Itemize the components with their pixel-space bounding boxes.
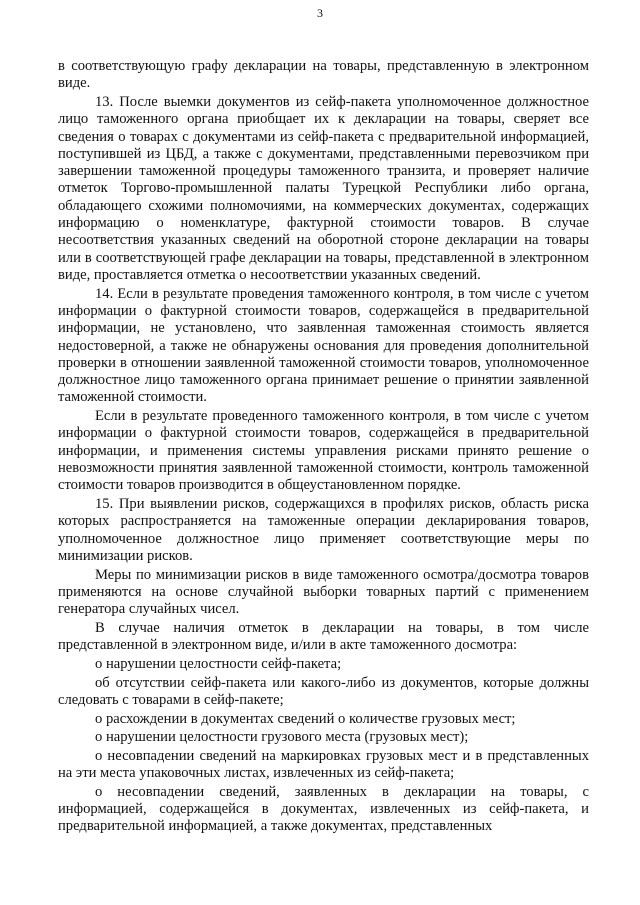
- list-item-marking-mismatch: о несовпадении сведений на маркировках грузовых мест и в представленных на эти места упаковочных листах, извлеченных из сейф-пакета;: [58, 747, 589, 782]
- paragraph-14-part-2: Если в результате проведенного таможенного контроля, в том числе с учетом информации о фактурной стоимости товаров, содержащейся в предварительной информации, и применения системы управления рисками принято решение о невозможности принятия заявленной таможенной стоимости, контроль таможенной стоимости товаров производится в общеустановленном порядке.: [58, 408, 589, 494]
- page-number: 3: [317, 6, 323, 20]
- paragraph-14: 14. Если в результате проведения таможенного контроля, в том числе с учетом информации о фактурной стоимости товаров, содержащейся в предварительной информации, не установлено, что заявленная таможенная стоимость является недостоверной, а также не обнаружены основания для проведения дополнительной проверки в отношении заявленной таможенной стоимости товаров, уполномоченное должностное лицо таможенного органа принимает решение о принятии заявленной таможенной стоимости.: [58, 285, 589, 406]
- list-item-safe-package-absence: об отсутствии сейф-пакета или какого-либо из документов, которые должны следовать с товарами в сейф-пакете;: [58, 674, 589, 708]
- list-item-package-count-discrepancy: о расхождении в документах сведений о количестве грузовых мест;: [95, 710, 516, 727]
- list-item-safe-package-integrity: о нарушении целостности сейф-пакета;: [95, 655, 342, 672]
- paragraph-15-part-3: В случае наличия отметок в декларации на товары, в том числе представленной в электронном виде, и/или в акте таможенного досмотра:: [58, 619, 589, 654]
- paragraph-15-part-2: Меры по минимизации рисков в виде таможенного осмотра/досмотра товаров применяются на основе случайной выборки товарных партий с применением генератора случайных чисел.: [58, 566, 589, 618]
- list-item-declaration-mismatch: о несовпадении сведений, заявленных в декларации на товары, с информацией, содержащейся в документах, извлеченных из сейф-пакета, и предварительной информацией, а также документах, представленных: [58, 783, 589, 835]
- paragraph-continuation: в соответствующую графу декларации на товары, представленную в электронном виде.: [58, 58, 589, 92]
- paragraph-13: 13. После выемки документов из сейф-пакета уполномоченное должностное лицо таможенного органа приобщает их к декларации на товары, сверяет все сведения о товарах с документами из сейф-пакета с предварительной информацией, поступившей из ЦБД, а также с документами, представленными перевозчиком при завершении таможенной процедуры таможенного транзита, и проверяет наличие отметок Торгово-промышленной палаты Турецкой Республики либо органа, обладающего схожими полномочиями, на коммерческих документах, содержащих информацию о номенклатуре, фактурной стоимости товаров. В случае несоответствия указанных сведений на оборотной стороне декларации на товары или в соответствующей графе декларации на товары, представленной в электронном виде, проставляется отметка о несоответствии указанных сведений.: [58, 93, 589, 283]
- document-body: [58, 58, 589, 837]
- list-item-cargo-integrity: о нарушении целостности грузового места (грузовых мест);: [95, 729, 469, 746]
- paragraph-15: 15. При выявлении рисков, содержащихся в профилях рисков, область риска которых распространяется на таможенные операции декларирования товаров, уполномоченное должностное лицо применяет соответствующие меры по минимизации рисков.: [58, 495, 589, 564]
